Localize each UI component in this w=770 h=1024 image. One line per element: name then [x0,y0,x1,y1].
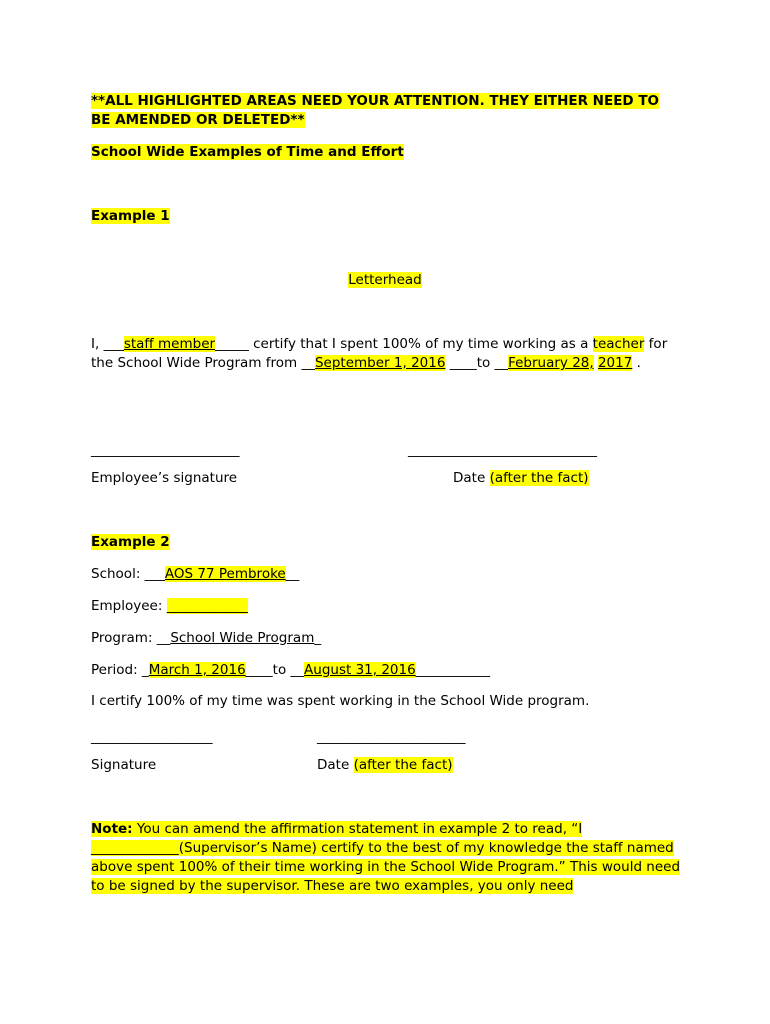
page-heading-text: School Wide Examples of Time and Effort [91,144,404,160]
start-date-field: September 1, 2016 [314,355,446,371]
staff-member-field: staff member [123,336,216,352]
after-fact-note: (after the fact) [489,470,589,486]
end-year-field: 2017 [597,355,633,371]
note-label: Note: [91,821,133,837]
statement-part: ____to __ [445,355,509,371]
example1-title-text: Example 1 [91,208,170,224]
end-date-field: February 28, [508,355,594,371]
after-fact-note: (after the fact) [353,757,453,773]
date-label-text: Date [453,470,490,486]
employee-signature-line: ______________________ [91,442,240,458]
school-row [91,565,299,584]
attention-notice [91,92,681,130]
page-heading [91,143,404,162]
date-line: ______________________ [317,729,466,745]
attention-notice-text: **ALL HIGHLIGHTED AREAS NEED YOUR ATTENTION. THEY EITHER NEED TO BE AMENDED OR DELETED** [91,93,660,128]
program-field: School Wide Program [170,630,315,646]
school-field: AOS 77 Pembroke [164,566,286,582]
role-field: teacher [592,336,645,352]
period-end-field: August 31, 2016 [304,662,416,678]
program-tail: _ [314,630,322,646]
example1-statement [91,335,681,373]
statement-part: . [632,355,641,371]
period-mid: ____to __ [245,662,305,678]
example1-date-label [453,469,589,488]
period-tail: ___________ [415,662,490,678]
example2-date-label [317,756,453,775]
school-label: School: ___ [91,566,165,582]
signature-label: Signature [91,757,157,773]
certify-statement: I certify 100% of my time was spent working in the School Wide program. [91,693,590,709]
period-start-field: March 1, 2016 [148,662,246,678]
period-label: Period: _ [91,662,149,678]
note-paragraph [91,820,681,896]
statement-part: I, ___ [91,336,124,352]
letterhead [0,271,770,290]
note-text: You can amend the affirmation statement in example 2 to read, “I _____________(Supervisor’s Name) certify to the best of my knowledge the staff named above spent 100% of their time working in the School Wide Program.” This would need to be signed by the supervisor. These are two examples, you only need [91,821,681,894]
employee-signature-label: Employee’s signature [91,470,238,486]
example2-title-text: Example 2 [91,534,170,550]
signature-line: __________________ [91,729,213,745]
date-signature-line: ____________________________ [408,442,597,458]
program-row [91,629,321,648]
program-label: Program: __ [91,630,171,646]
employee-row [91,597,248,616]
example2-title [91,533,170,552]
employee-label: Employee: [91,598,167,614]
example1-title [91,207,170,226]
period-row [91,661,490,680]
letterhead-text: Letterhead [348,272,422,288]
statement-part: for the School Wide Program from __ [91,336,668,371]
statement-part: _____ certify that I spent 100% of my time working as a [215,336,593,352]
date-label-text: Date [317,757,354,773]
employee-field: ____________ [166,598,248,614]
school-tail: __ [285,566,300,582]
